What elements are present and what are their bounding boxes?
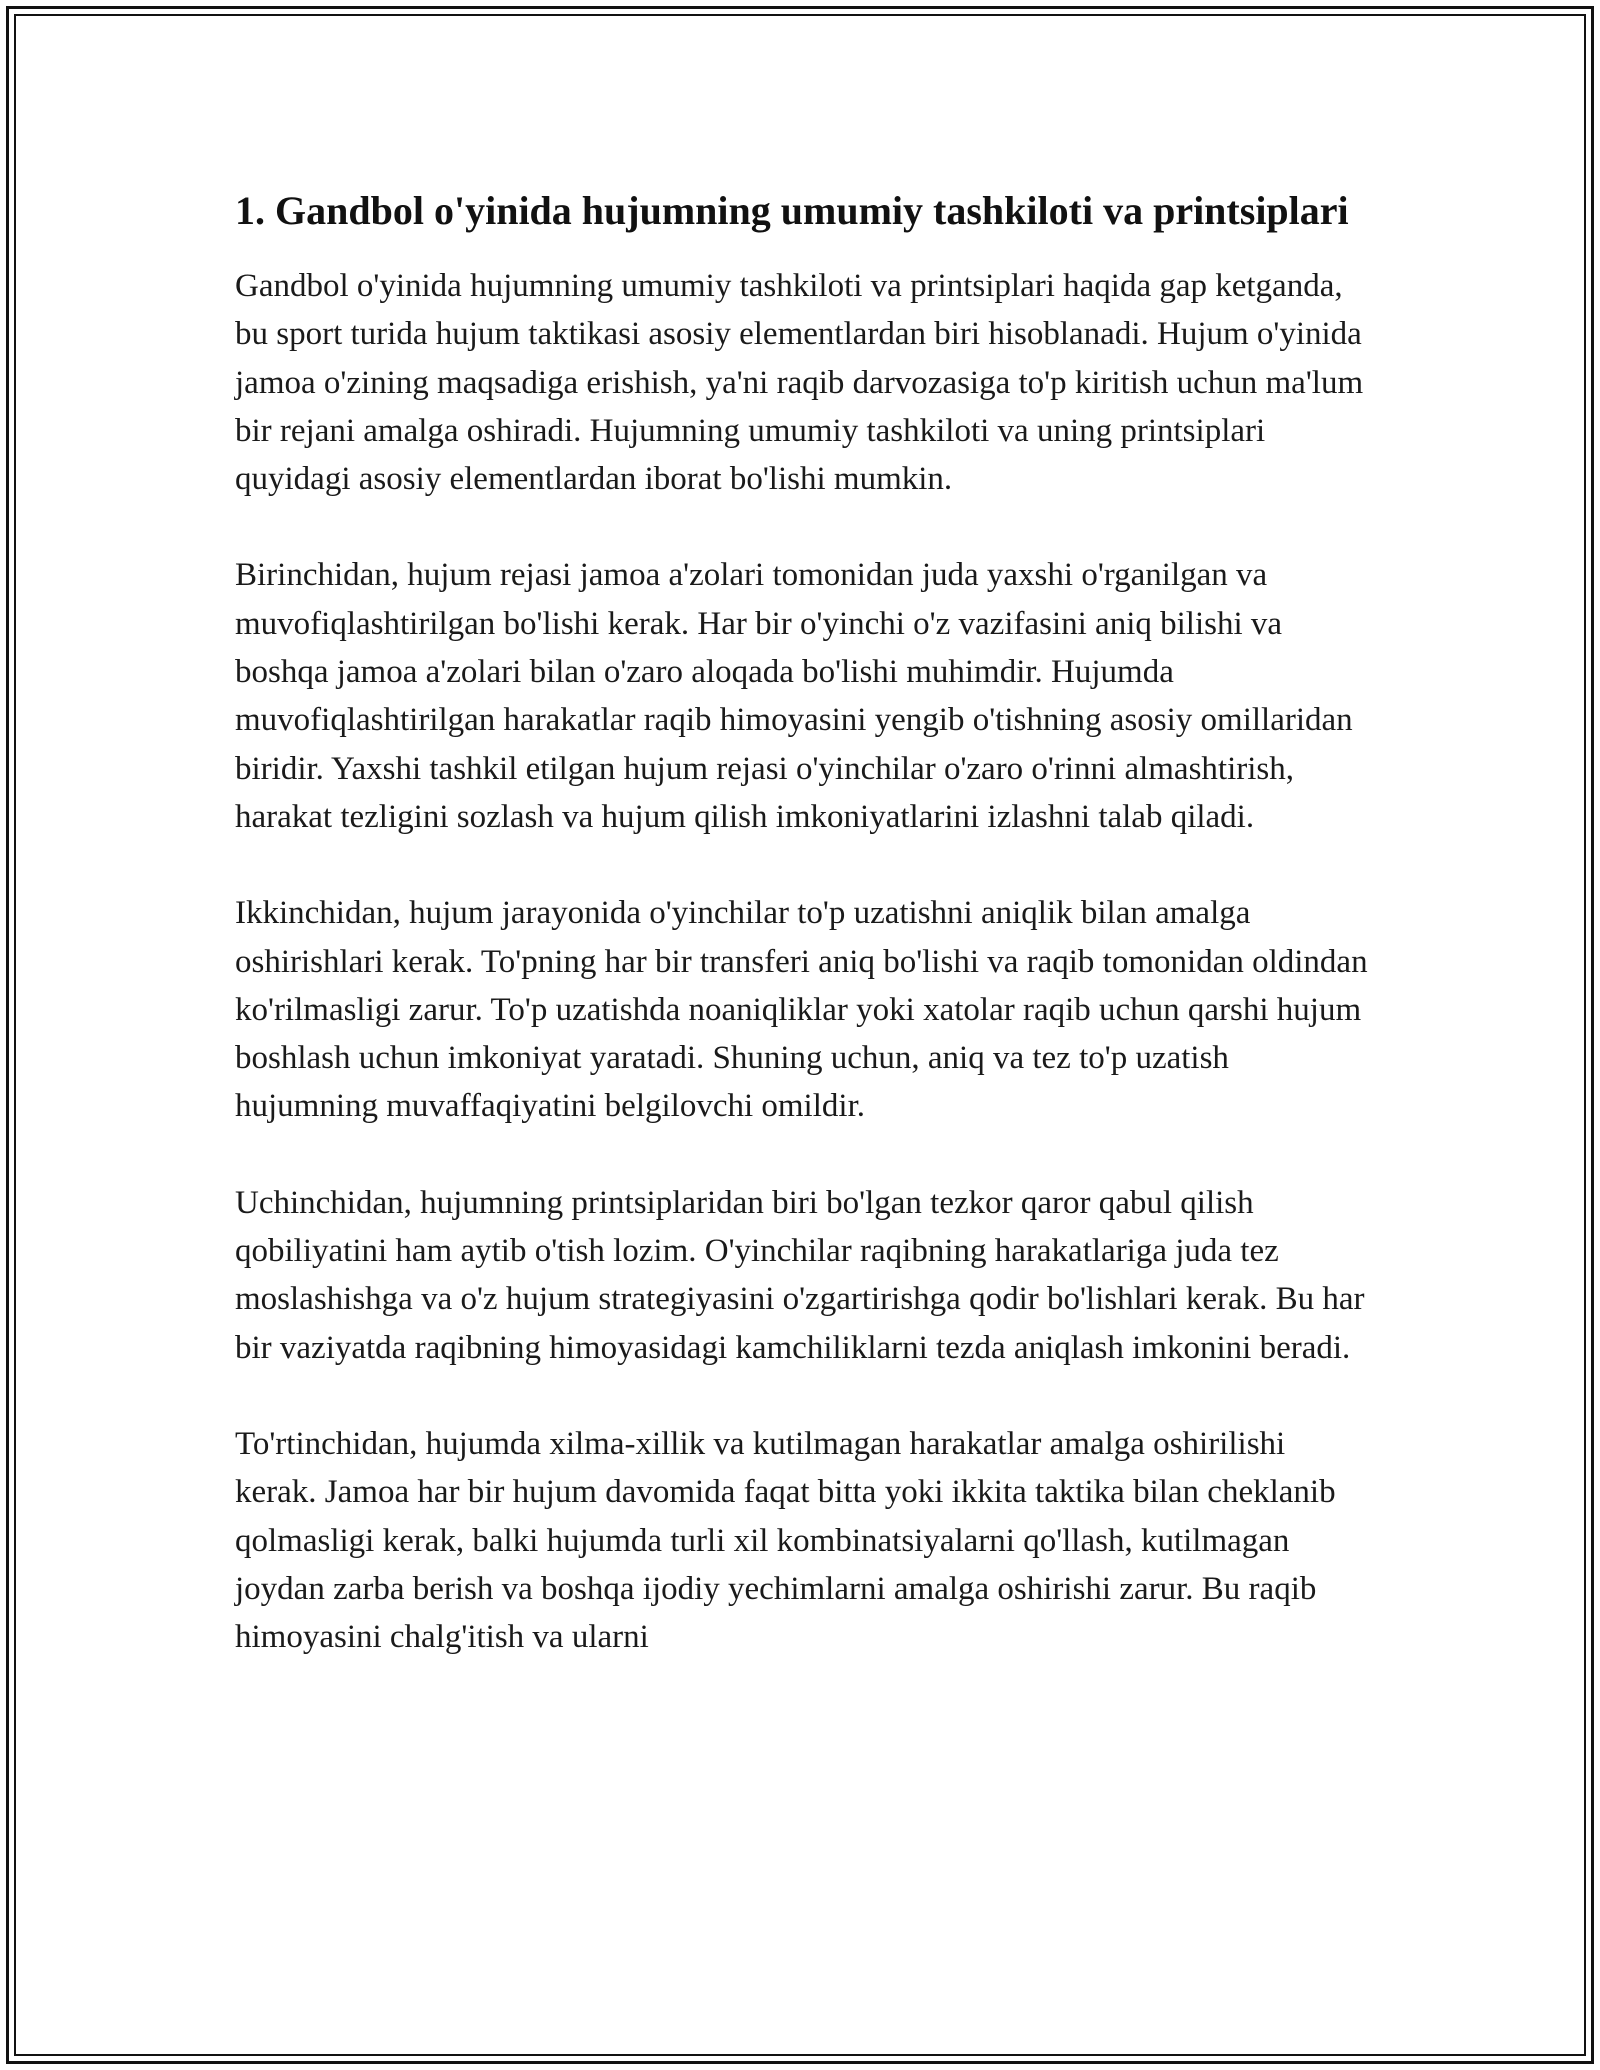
paragraph-second: Ikkinchidan, hujum jarayonida o'yinchilar to'p uzatishni aniqlik bilan amalga oshirishlari kerak. To'pning har bir transferi aniq bo'lishi va raqib tomonidan oldindan ko'rilmasligi zarur. To'p uzatishda noaniqliklar yoki xatolar raqib uchun qarshi hujum boshlash uchun imkoniyat yaratadi. Shuning uchun, aniq va tez to'p uzatish hujumning muvaffaqiyatini belgilovchi omildir. bbox=[235, 895, 1368, 1125]
document-body bbox=[235, 186, 1370, 1709]
section-heading: 1. Gandbol o'yinida hujumning umumiy tashkiloti va printsiplari bbox=[235, 188, 1349, 233]
paragraph-first: Birinchidan, hujum rejasi jamoa a'zolari tomonidan juda yaxshi o'rganilgan va muvofiqlashtirilgan bo'lishi kerak. Har bir o'yinchi o'z vazifasini aniq bilishi va boshqa jamoa a'zolari bilan o'zaro aloqada bo'lishi muhimdir. Hujumda muvofiqlashtirilgan harakatlar raqib himoyasini yengib o'tishning asosiy omillaridan biridir. Yaxshi tashkil etilgan hujum rejasi o'yinchilar o'zaro o'rinni almashtirish, harakat tezligini sozlash va hujum qilish imkoniyatlarini izlashni talab qiladi. bbox=[235, 557, 1353, 835]
paragraph-intro: Gandbol o'yinida hujumning umumiy tashkiloti va printsiplari haqida gap ketganda, bu sport turida hujum taktikasi asosiy elementlardan biri hisoblanadi. Hujum o'yinida jamoa o'zining maqsadiga erishish, ya'ni raqib darvozasiga to'p kiritish uchun ma'lum bir rejani amalga oshiradi. Hujumning umumiy tashkiloti va uning printsiplari quyidagi asosiy elementlardan iborat bo'lishi mumkin. bbox=[235, 268, 1364, 498]
paragraph-third: Uchinchidan, hujumning printsiplaridan biri bo'lgan tezkor qaror qabul qilish qobiliyatini ham aytib o'tish lozim. O'yinchilar raqibning harakatlariga juda tez moslashishga va o'z hujum strategiyasini o'zgartirishga qodir bo'lishlari kerak. Bu har bir vaziyatda raqibning himoyasidagi kamchiliklarni tezda aniqlash imkonini beradi. bbox=[235, 1184, 1365, 1366]
paragraph-fourth: To'rtinchidan, hujumda xilma-xillik va kutilmagan harakatlar amalga oshirilishi kerak. Jamoa har bir hujum davomida faqat bitta yoki ikkita taktika bilan cheklanib qolmasligi kerak, balki hujumda turli xil kombinatsiyalarni qo'llash, kutilmagan joydan zarba berish va boshqa ijodiy yechimlarni amalga oshirishi zarur. Bu raqib himoyasini chalg'itish va ularni bbox=[235, 1425, 1336, 1656]
